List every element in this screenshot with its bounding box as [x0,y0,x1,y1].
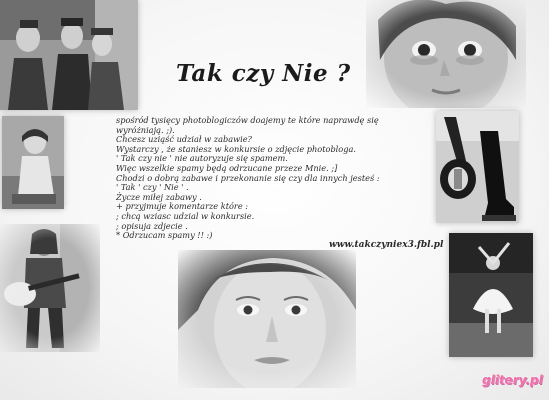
photo-girl-closeup [366,0,526,108]
description-text [116,116,446,241]
photo-girl-white-dress [449,233,533,357]
photo-guitar-boots [436,111,519,223]
text-line: ; opisuja zdjecie . [116,220,188,231]
photo-guitarist [0,224,100,352]
blog-url: www.takczyniex3.fbl.pl [329,240,444,250]
text-line: Życze miłej zabawy . [116,191,202,202]
text-line: ; chcą wziasc udzial w konkursie. [116,210,255,221]
text-line: Chcesz uziąść udział w zabawie? [116,134,252,145]
photo-three-boys [0,0,138,110]
text-line: ' Tak czy nie ' nie autoryzuje się spamem. [116,153,288,164]
text-line: + przyjmuje komentarze które : [116,201,249,212]
text-line: Więc wszelkie spamy będą odrzucane przeze Mnie. ;] [116,162,338,173]
text-line: Chodzi o dobrą zabawe i przekonanie się czy dla innych jesteś : [116,172,380,183]
text-line: Wystarczy , że staniesz w konkursie o zdjęcie photobloga. [116,143,356,154]
photo-woman-face [178,250,356,388]
text-line: * Odrzucam spamy !! :) [116,230,213,241]
text-line: wyróżniają. ;). [116,124,175,135]
photo-child-sitting [2,116,64,209]
text-line: spośród tysięcy photoblogiczów doajemy te które naprawdę się [116,115,379,125]
text-line: ' Tak ' czy ' Nie ' . [116,182,189,193]
glitery-watermark: glitery.pl [482,373,543,387]
page-title: Tak czy Nie ? [176,60,351,87]
